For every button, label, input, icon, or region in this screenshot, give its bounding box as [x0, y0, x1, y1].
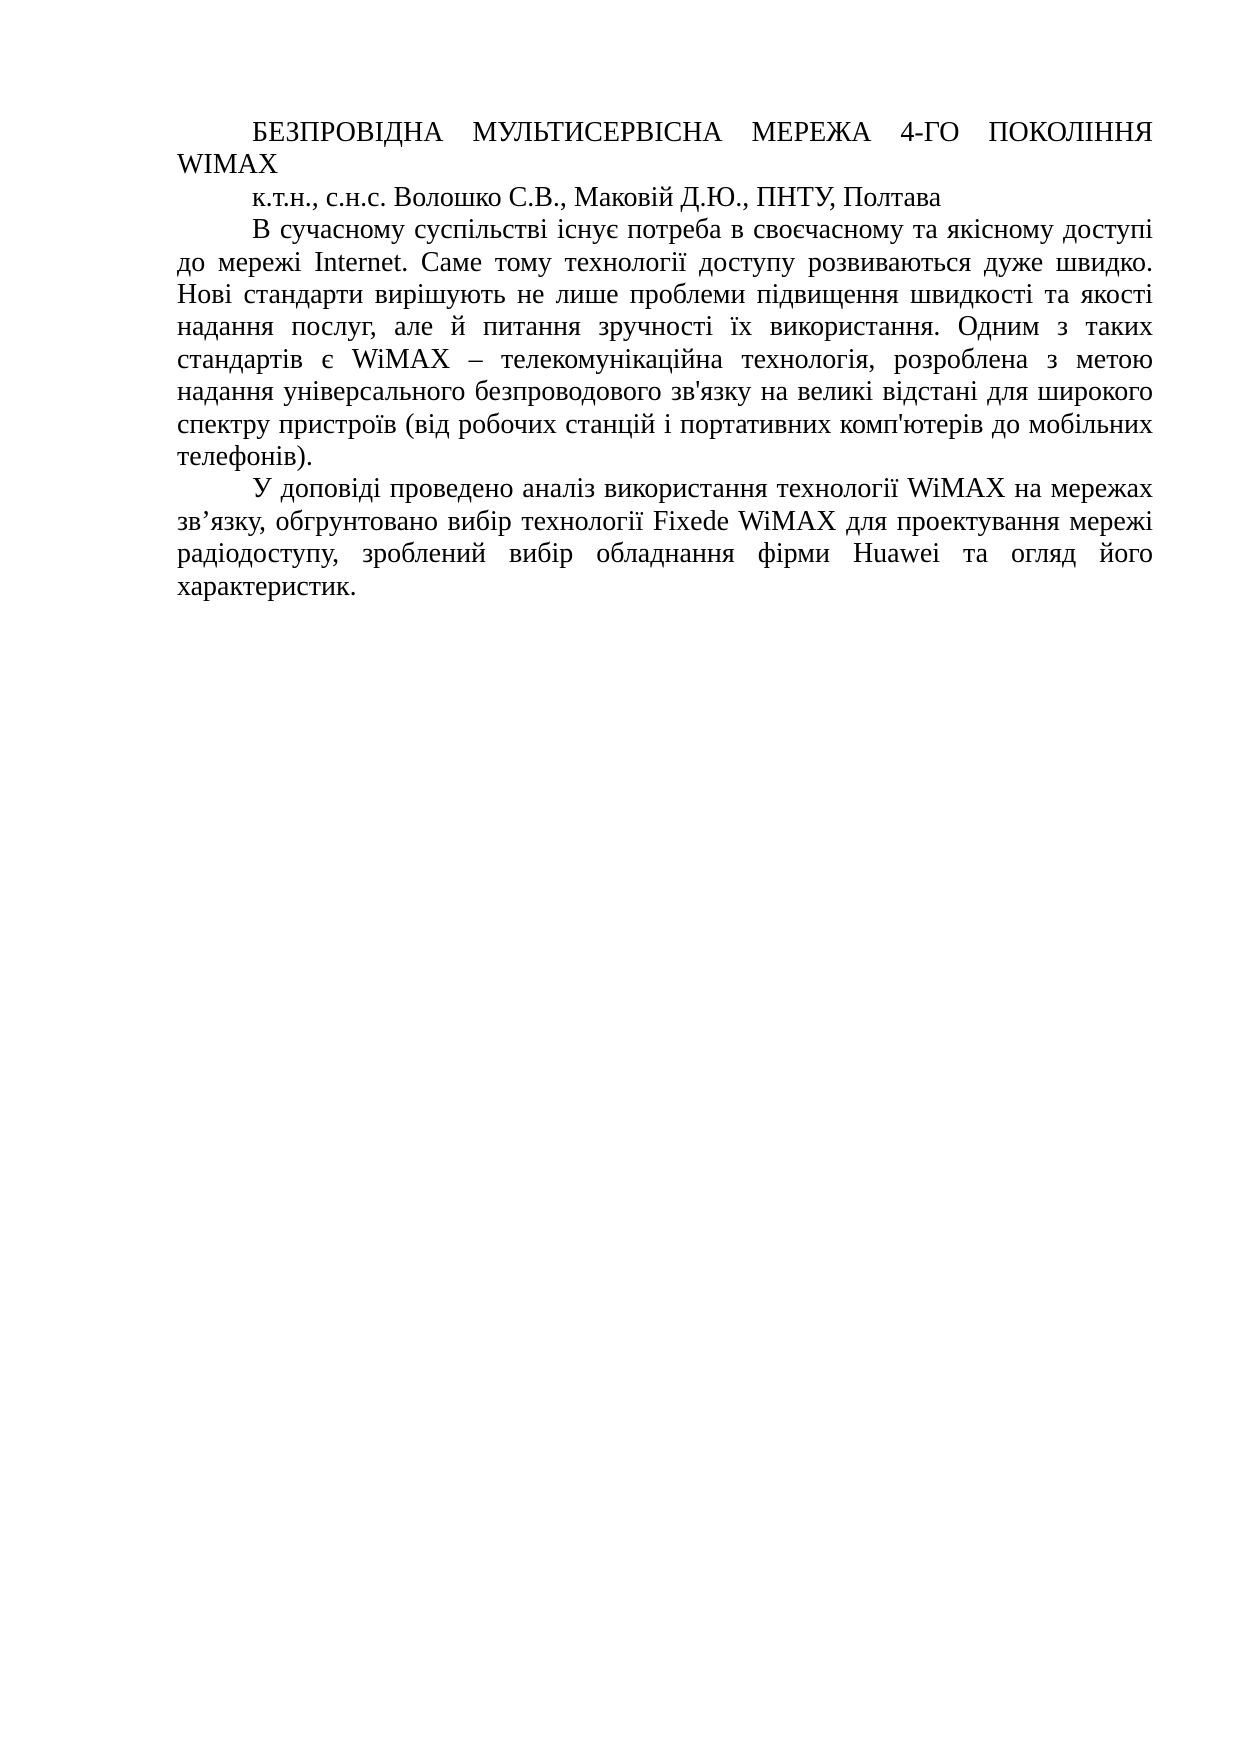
author-line: к.т.н., с.н.с. Волошко С.В., Маковій Д.Ю., ПНТУ, Полтава: [252, 181, 942, 213]
document-title: БЕЗПРОВІДНА МУЛЬТИСЕРВІСНА МЕРЕЖА 4-ГО ПОКОЛІННЯ WIMAX: [177, 117, 1153, 181]
document-body: [177, 117, 1153, 603]
body-paragraph-2: У доповіді проведено аналіз використання технології WiMAX на мережах зв’язку, обгрунтовано вибір технології Fixede WiMAX для проектування мережі радіодоступу, зроблений вибір обладнання фірми Huawei та огляд його характеристик.: [177, 473, 1153, 602]
body-paragraph-1: В сучасному суспільстві існує потреба в своєчасному та якісному доступі до мережі Internet. Саме тому технології доступу розвиваються дуже швидко. Нові стандарти вирішують не лише проблеми підвищення швидкості та якості надання послуг, але й питання зручності їх використання. Одним з таких стандартів є WiMAX – телекомунікаційна технологія, розроблена з метою надання універсального безпроводового зв'язку на великі відстані для широкого спектру пристроїв (від робочих станцій і портативних комп'ютерів до мобільних телефонів).: [177, 214, 1153, 473]
